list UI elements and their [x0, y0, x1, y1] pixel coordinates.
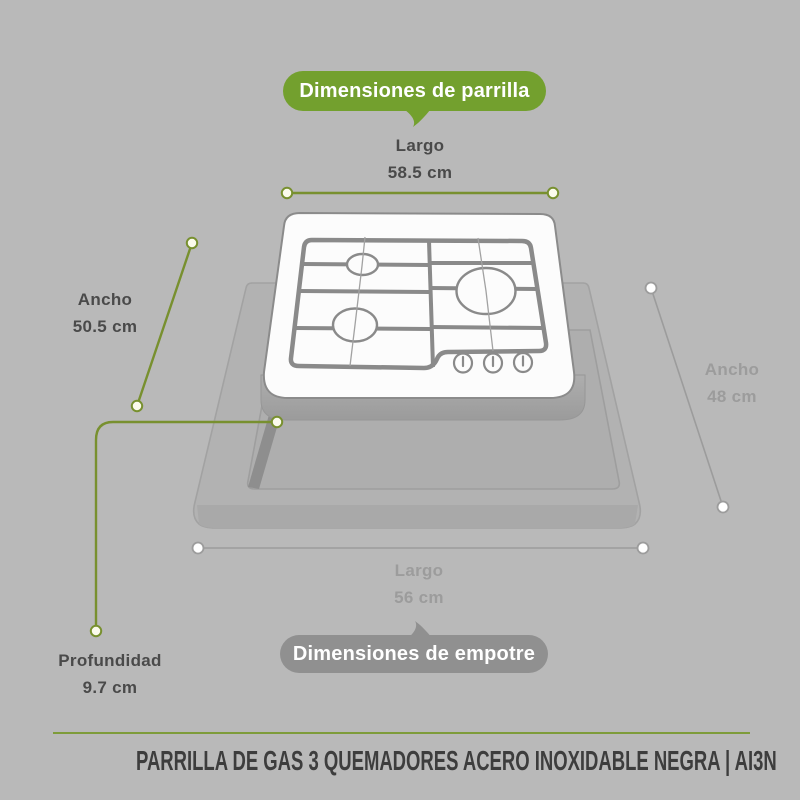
label-right-width-name: Ancho [704, 360, 760, 379]
dimension-endpoint-dot [638, 543, 649, 554]
burner-knob-icon [454, 354, 472, 373]
label-top-length [388, 132, 452, 186]
badge-tail-up-icon [405, 621, 435, 638]
dimension-endpoint-dot [548, 188, 558, 198]
grate-bar [300, 291, 429, 292]
badge-dimensiones-parrilla [283, 71, 546, 111]
label-right-width-value: 48 cm [707, 387, 757, 406]
badge-tail-down-icon [403, 110, 433, 127]
burner-knob-icon [514, 353, 532, 372]
dimension-endpoint-dot [193, 543, 204, 554]
label-bottom-length-name: Largo [394, 561, 444, 580]
label-depth-value: 9.7 cm [82, 678, 138, 697]
countertop-front-face [197, 505, 638, 528]
label-left-width-value: 50.5 cm [72, 317, 138, 336]
dimension-endpoint-dot [718, 502, 729, 513]
product-title: PARRILLA DE GAS 3 QUEMADORES ACERO INOXIDABLE NEGRA | AI3N [136, 745, 777, 776]
grate-bar [431, 327, 543, 328]
label-right-width [705, 356, 759, 410]
dimension-line-left-width [137, 243, 192, 406]
dimension-endpoint-dot [646, 283, 657, 294]
dimension-endpoint-dot [132, 401, 142, 411]
label-top-length-name: Largo [395, 136, 445, 155]
badge-parrilla-label: Dimensiones de parrilla [299, 79, 530, 102]
label-left-width-name: Ancho [77, 290, 133, 309]
label-top-length-value: 58.5 cm [387, 163, 453, 182]
burner-knob-icon [484, 354, 502, 373]
label-bottom-length [394, 557, 444, 611]
dimension-endpoint-dot [91, 626, 101, 636]
label-depth-name: Profundidad [58, 651, 162, 670]
badge-dimensiones-empotre [280, 635, 548, 673]
label-depth [58, 647, 161, 701]
dimension-endpoint-dot [272, 417, 282, 427]
footer-rule [53, 732, 750, 734]
badge-empotre-label: Dimensiones de empotre [292, 642, 536, 665]
dimension-endpoint-dot [187, 238, 197, 248]
label-left-width [73, 286, 137, 340]
label-bottom-length-value: 56 cm [394, 588, 444, 607]
dimension-endpoint-dot [282, 188, 292, 198]
